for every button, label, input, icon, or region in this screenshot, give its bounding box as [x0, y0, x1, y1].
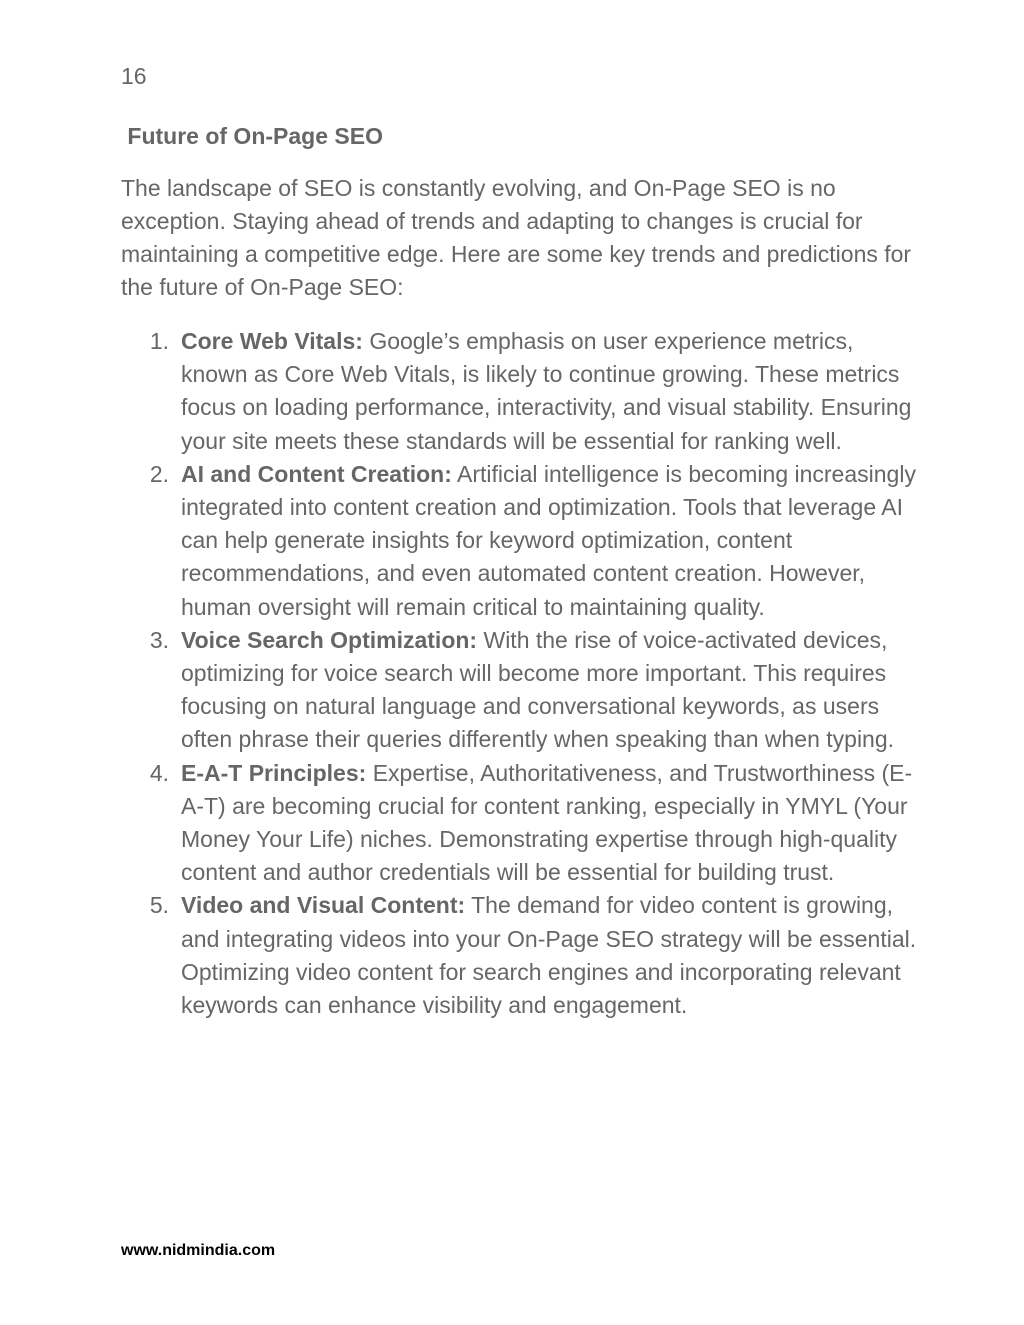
page-number: 16 — [121, 63, 147, 89]
trend-title: Voice Search Optimization: — [181, 626, 478, 653]
list-number: 1. — [149, 328, 169, 354]
trend-text: Expertise, Authoritativeness, and Trustworthiness (E-A-T) are becoming crucial for content ranking, especially in YMYL (Your Money Your Life) niches. Demonstrating expertise through high-quality content and author credentials will be essential for building trust. — [181, 759, 913, 886]
trend-title: Core Web Vitals: — [181, 328, 363, 354]
list-number: 2. — [149, 460, 169, 487]
trend-title: Video and Visual Content: — [181, 892, 466, 919]
trend-text: Google’s emphasis on user experience metrics, known as Core Web Vitals, is likely to continue growing. These metrics focus on loading performance, interactivity, and visual stability. Ensuring your site meets these standards will be essential for ranking well. — [181, 328, 912, 454]
intro-paragraph: The landscape of SEO is constantly evolving, and On-Page SEO is no exception. Staying ahead of trends and adapting to changes is crucial for maintaining a competitive edge. Here are some key trends and predictions for the future of On-Page SEO: — [121, 175, 912, 300]
trend-item-video-content — [0, 889, 921, 1022]
trend-item-core-web-vitals — [0, 325, 921, 458]
trends-list — [0, 325, 921, 1022]
trend-text: With the rise of voice-activated devices, optimizing for voice search will become more important. This requires focusing on natural language and conversational keywords, as users often phrase their queries differently when speaking than when typing. — [181, 626, 895, 753]
trend-title: AI and Content Creation: — [181, 460, 452, 487]
list-number: 5. — [149, 892, 169, 919]
trend-item-eat-principles — [0, 757, 921, 890]
section-heading: Future of On-Page SEO — [121, 123, 383, 149]
trend-text: Artificial intelligence is becoming increasingly integrated into content creation and optimization. Tools that leverage AI can help generate insights for keyword optimization, content recommendations, and even automated content creation. However, human oversight will remain critical to maintaining quality. — [181, 460, 916, 620]
trend-text: The demand for video content is growing, and integrating videos into your On-Page SEO strategy will be essential. Optimizing video content for search engines and incorporating relevant keywords can enhance visibility and engagement. — [181, 892, 917, 1019]
trend-title: E-A-T Principles: — [181, 759, 367, 786]
list-number: 3. — [149, 626, 169, 653]
footer-website: www.nidmindia.com — [121, 1242, 276, 1259]
trend-item-voice-search — [0, 624, 921, 757]
list-number: 4. — [149, 759, 169, 786]
trend-item-ai-content — [0, 458, 921, 624]
